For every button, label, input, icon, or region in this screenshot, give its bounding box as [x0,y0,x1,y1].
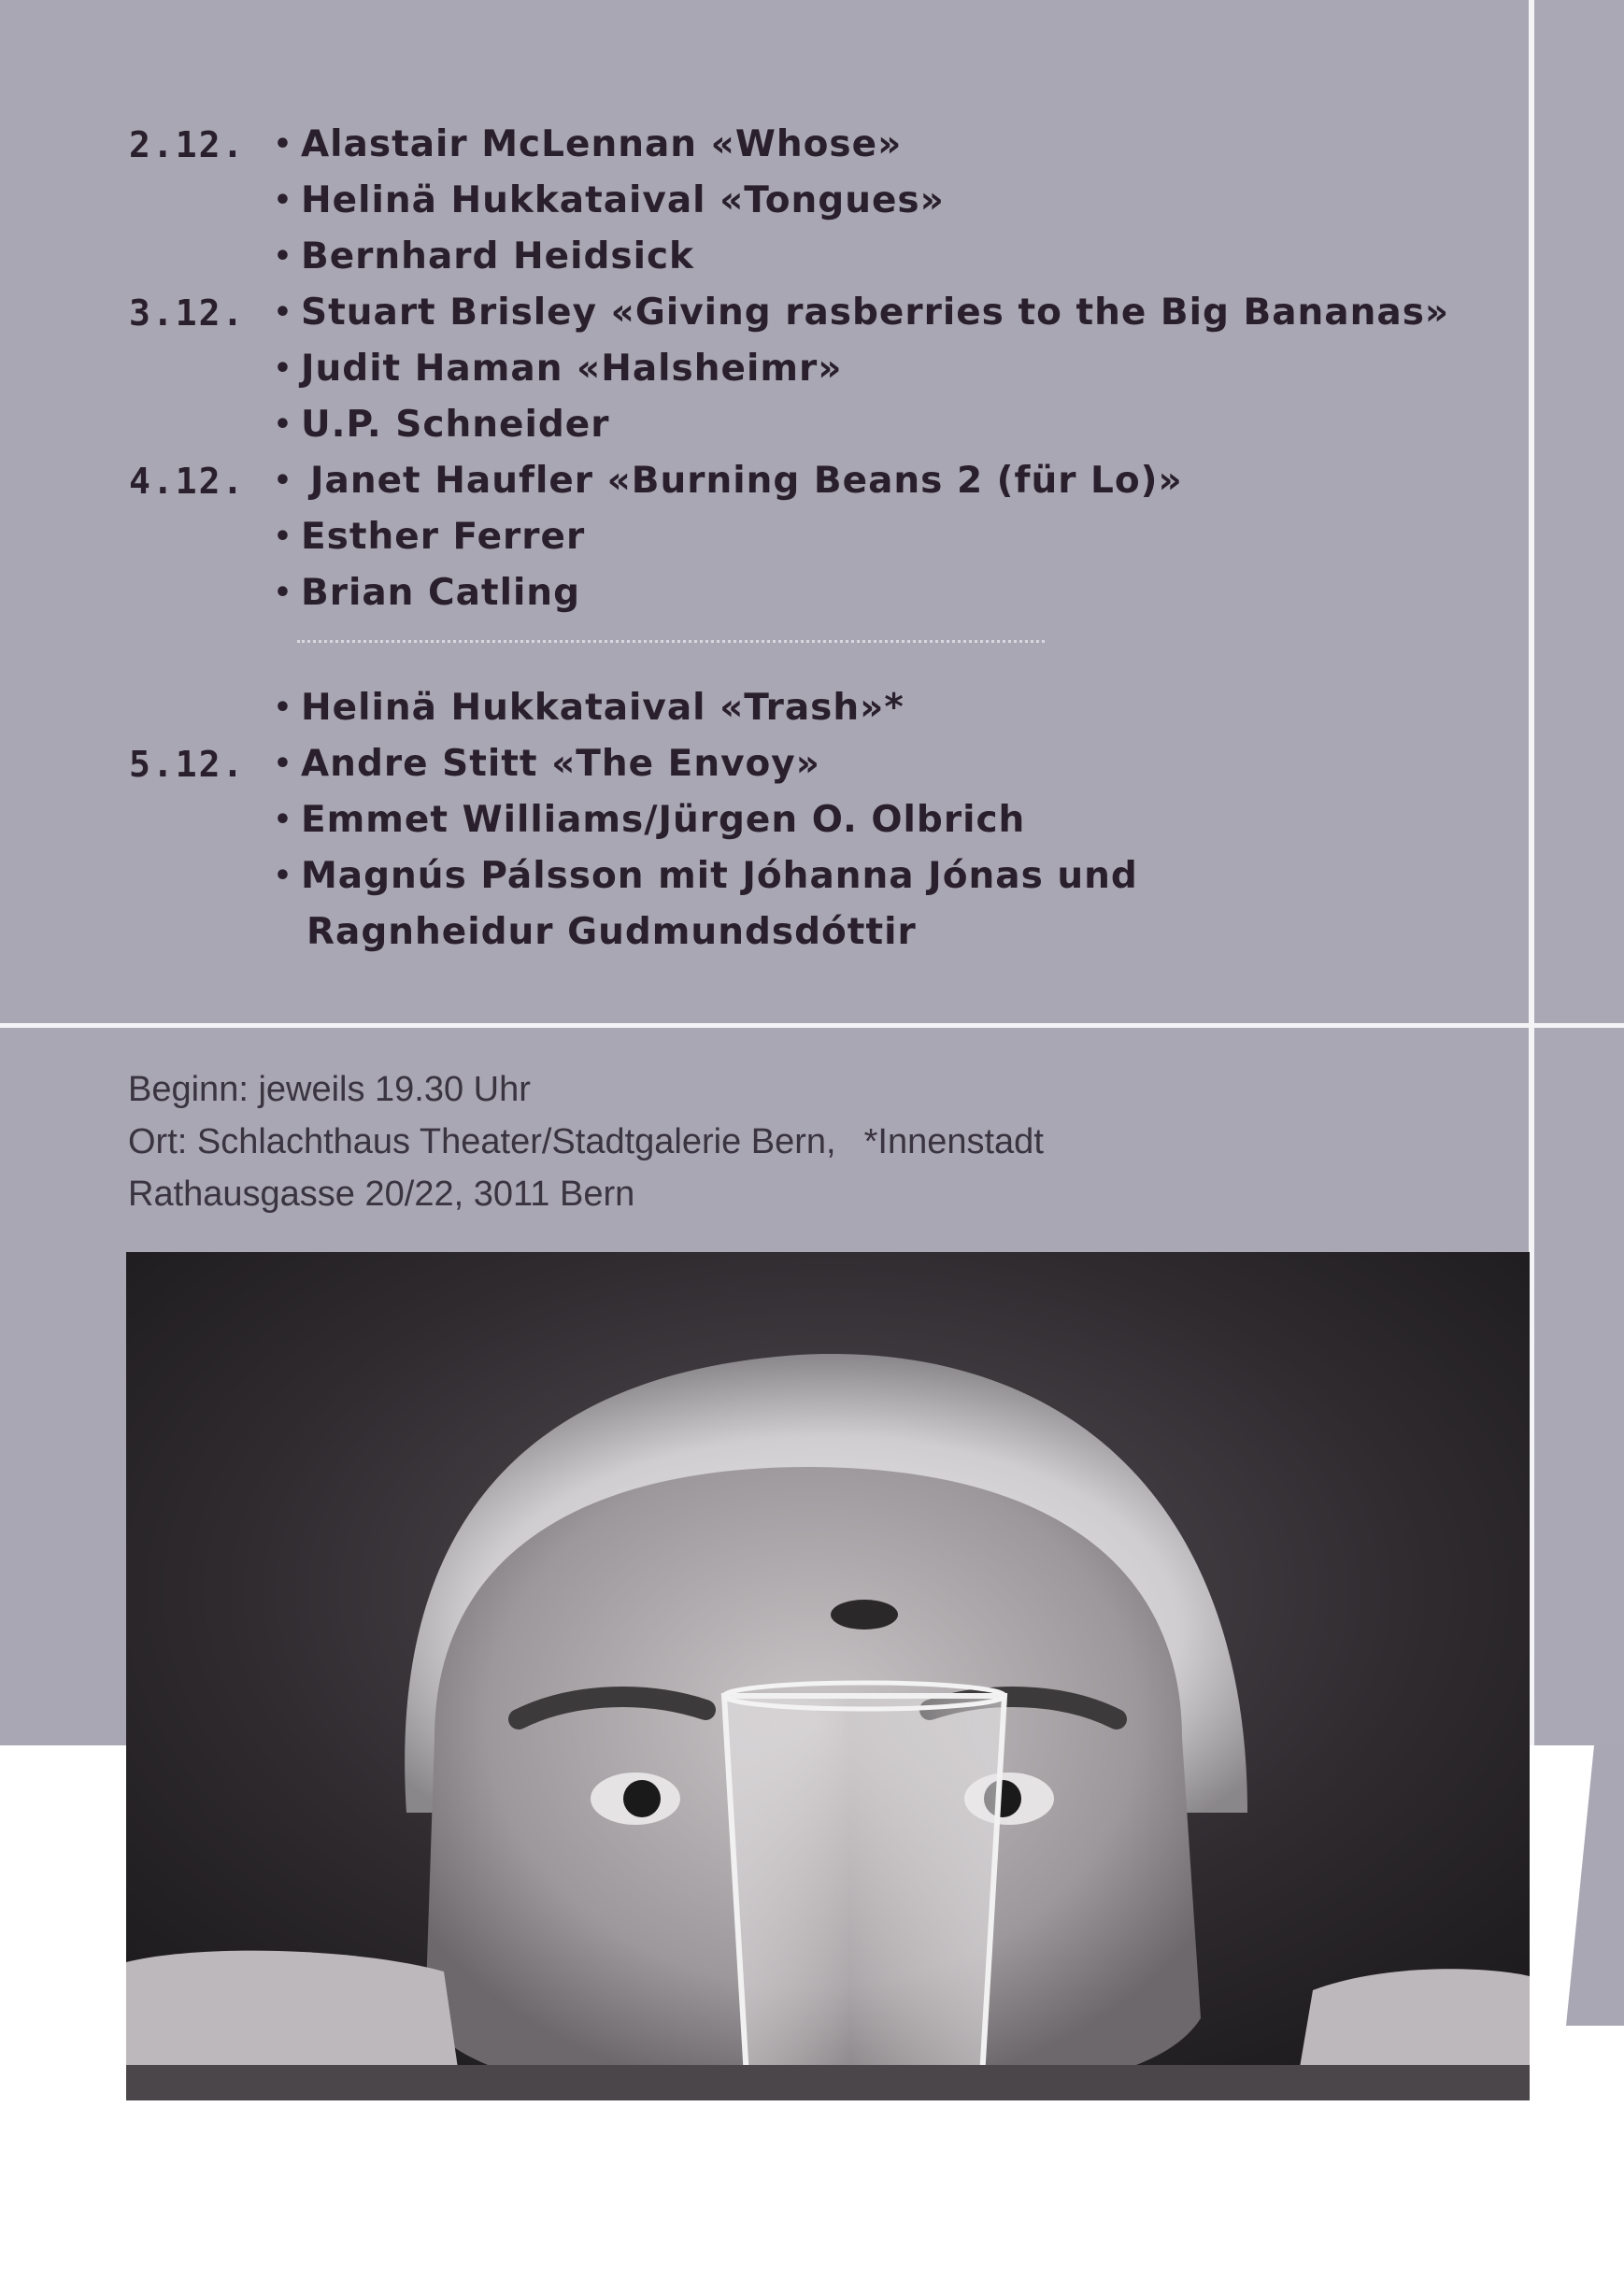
program-row [129,173,1493,229]
program-row-continuation [129,904,1493,961]
bullet-icon: • [273,240,293,273]
program-row [129,397,1493,453]
performance-title: Judit Haman «Halsheimr» [301,348,843,390]
bullet-icon: • [273,408,293,441]
performance-title: Stuart Brisley «Giving rasberries to the Big Bananas» [301,292,1450,334]
bullet-icon: • [273,464,293,497]
program-row [129,285,1493,341]
bullet-icon: • [273,747,293,780]
program-row [129,341,1493,397]
bullet-icon: • [273,691,293,724]
venue-line [128,1116,1044,1168]
bullet-icon: • [273,184,293,217]
event-date: 3.12. [129,292,246,334]
bullet-icon: • [273,520,293,553]
program-row [129,453,1493,509]
event-date: 4.12. [129,461,246,502]
venue-address: Rathausgasse 20/22, 3011 Bern [128,1174,635,1214]
program-row [129,680,1493,736]
performance-title: Magnús Pálsson mit Jóhanna Jónas und [301,855,1138,897]
performance-title: U.P. Schneider [301,404,610,446]
table-edge [126,2065,1530,2100]
program-row [129,848,1493,904]
program-row [129,229,1493,285]
bullet-icon: • [273,804,293,836]
performance-title: Emmet Williams/Jürgen O. Olbrich [301,799,1026,841]
dotted-divider [297,640,1045,671]
forehead-object [831,1600,898,1630]
venue-name: Ort: Schlachthaus Theater/Stadtgalerie Bern, [128,1122,836,1161]
venue-note: *Innenstadt [863,1122,1044,1161]
program-row [129,565,1493,621]
performance-title: Helinä Hukkataival «Tongues» [301,179,945,221]
performance-title: Brian Catling [301,572,580,614]
performance-title: Andre Stitt «The Envoy» [301,743,820,785]
info-side-strip [1534,1028,1624,1745]
performance-title: Esther Ferrer [301,516,586,558]
performance-title: Bernhard Heidsick [301,235,694,278]
performer-photo [126,1252,1530,2100]
program-list [129,117,1493,961]
performance-title: Alastair McLennan «Whose» [301,123,903,165]
start-time: Beginn: jeweils 19.30 Uhr [128,1070,531,1109]
performance-title: Janet Haufler «Burning Beans 2 (für Lo)» [310,460,1183,502]
program-row [129,509,1493,565]
performance-title: Ragnheidur Gudmundsdóttir [306,911,917,953]
bullet-icon: • [273,128,293,161]
left-pupil [623,1780,661,1817]
bullet-icon: • [273,352,293,385]
side-strip [1534,0,1624,1023]
bullet-icon: • [273,860,293,892]
event-date: 2.12. [129,124,246,165]
drinking-glass [724,1696,1004,2093]
event-date: 5.12. [129,744,246,785]
performance-title: Helinä Hukkataival «Trash»* [301,687,905,729]
venue-info [128,1063,1044,1220]
program-row [129,117,1493,173]
photo-illustration [126,1252,1530,2100]
bullet-icon: • [273,577,293,609]
corner-wedge [1529,1745,1624,2054]
program-row [129,792,1493,848]
bullet-icon: • [273,296,293,329]
program-row [129,736,1493,792]
